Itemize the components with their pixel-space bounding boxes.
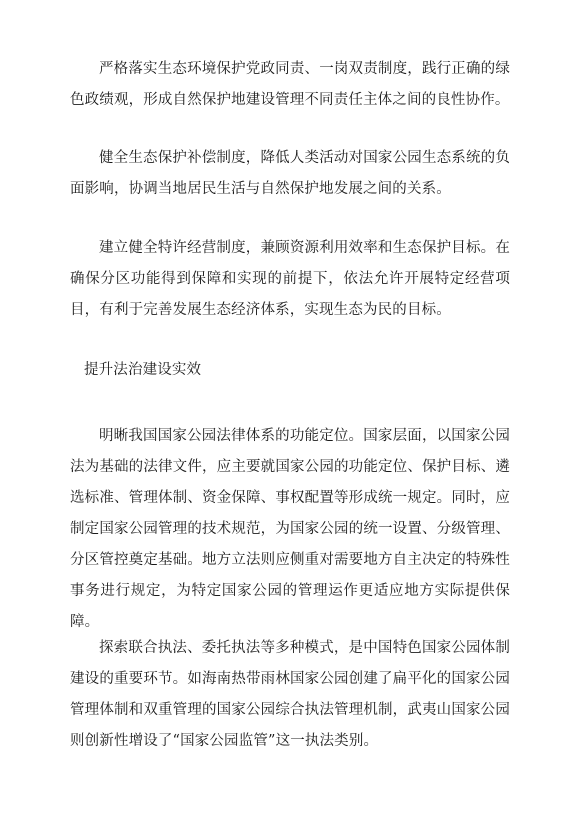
paragraph-responsibility-system: 严格落实生态环境保护党政同责、一岗双责制度，践行正确的绿色政绩观，形成自然保护地建设管理不同责任主体之间的良性协作。	[70, 61, 510, 108]
paragraph-legal-system-positioning: 明晰我国国家公园法律体系的功能定位。国家层面，以国家公园法为基础的法律文件，应主要就国家公园的功能定位、保护目标、遴选标准、管理体制、资金保障、事权配置等形成统一规定。同时，应制定国家公园管理的技术规范，为国家公园的统一设置、分级管理、分区管控奠定基础。地方立法则应侧重对需要地方自主决定的特殊性事务进行规定，为特定国家公园的管理运作更适应地方实际提供保障。	[70, 428, 510, 630]
paragraph-ecological-compensation: 健全生态保护补偿制度，降低人类活动对国家公园生态系统的负面影响，协调当地居民生活与自然保护地发展之间的关系。	[70, 150, 510, 197]
paragraph-law-enforcement-modes: 探索联合执法、委托执法等多种模式，是中国特色国家公园体制建设的重要环节。如海南热带雨林国家公园创建了扁平化的国家公园管理体制和双重管理的国家公园综合执法管理机制，武夷山国家公园则创新性增设了“国家公园监管”这一执法类别。	[70, 640, 510, 749]
paragraph-franchise-system: 建立健全特许经营制度，兼顾资源利用效率和生态保护目标。在确保分区功能得到保障和实现的前提下，依法允许开展特定经营项目，有利于完善发展生态经济体系，实现生态为民的目标。	[70, 240, 510, 318]
section-heading: 提升法治建设实效	[84, 362, 202, 378]
